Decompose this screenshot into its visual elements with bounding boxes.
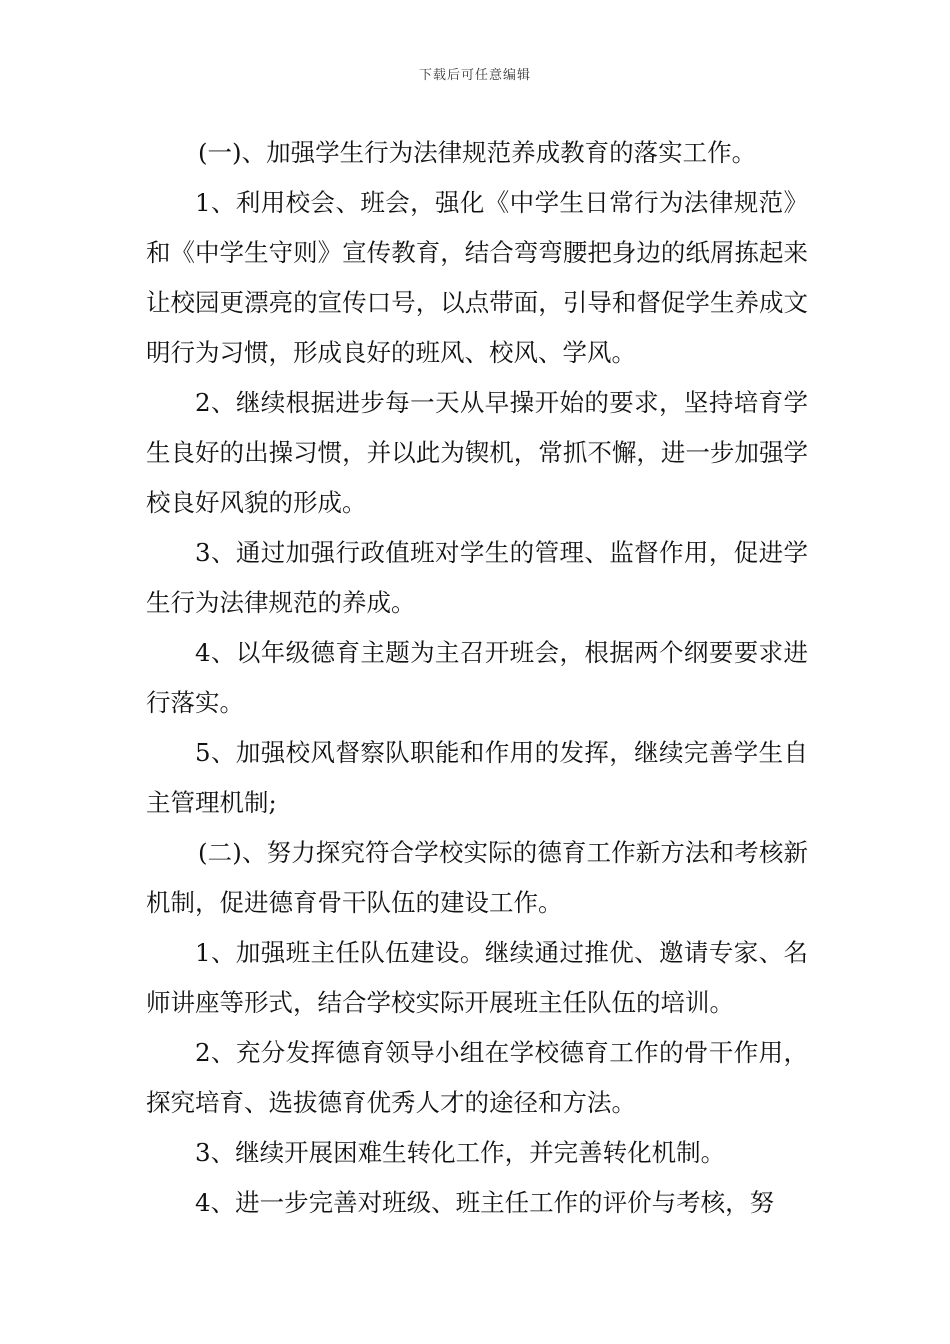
paragraph-item-2: 2、继续根据进步每一天从早操开始的要求，坚持培育学生良好的出操习惯，并以此为锲机，常抓不懈，进一步加强学校良好风貌的形成。 [146,388,808,517]
paragraph-item-4: 4、以年级德育主题为主召开班会，根据两个纲要要求进行落实。 [146,638,808,717]
paragraph-item-5: 5、加强校风督察队职能和作用的发挥，继续完善学生自主管理机制; [146,738,808,817]
paragraph-item-1: 1、利用校会、班会，强化《中学生日常行为法律规范》和《中学生守则》宣传教育，结合弯弯腰把身边的纸屑拣起来让校园更漂亮的宣传口号，以点带面，引导和督促学生养成文明行为习惯，形成良好的班风、校风、学风。 [146,188,808,367]
paragraph-item-8: 3、继续开展困难生转化工作，并完善转化机制。 [195,1138,726,1167]
paragraph-item-9: 4、进一步完善对班级、班主任工作的评价与考核，努 [195,1188,775,1217]
paragraph-item-6: 1、加强班主任队伍建设。继续通过推优、邀请专家、名师讲座等形式，结合学校实际开展班主任队伍的培训。 [146,938,808,1017]
paragraph-item-7: 2、充分发挥德育领导小组在学校德育工作的骨干作用，探究培育、选拔德育优秀人才的途径和方法。 [146,1038,808,1117]
section-heading-1: (一)、加强学生行为法律规范养成教育的落实工作。 [198,138,757,167]
paragraph-item-3: 3、通过加强行政值班对学生的管理、监督作用，促进学生行为法律规范的养成。 [146,538,808,617]
section-heading-2: (二)、努力探究符合学校实际的德育工作新方法和考核新机制，促进德育骨干队伍的建设工作。 [146,838,808,917]
page-header: 下载后可任意编辑 [418,68,531,83]
document-body [146,128,808,1228]
